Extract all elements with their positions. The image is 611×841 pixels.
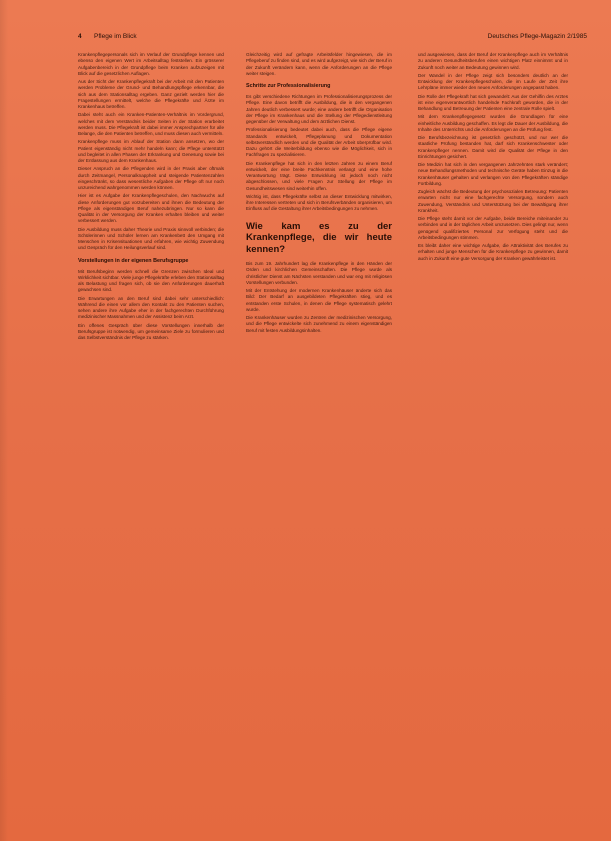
paragraph: Die Krankenhäuser wurden zu Zentren der medizinischen Versorgung, und die Pflege entwickelte sich zunehmend zu einem eigenständigen Beruf mit festen Ausbildungsinhalten. [246, 315, 392, 333]
publication-source: Deutsches Pflege-Magazin 2/1985 [487, 33, 587, 40]
paragraph: Dieser Anspruch an die Pflegenden wird in der Praxis aber oftmals durch Zeitmangel, Personalknappheit und steigende Patientenzahlen eingeschränkt, so dass wesentliche Aufgaben der Pflege oft nur noch unzureichend wahrgenommen werden können. [78, 166, 224, 190]
page-fold-shadow [0, 0, 8, 841]
paragraph: und ausgewiesen, dass der Beruf der Krankenpflege auch im Verhältnis zu anderen Gesundheitsberufen einen wichtigen Platz einnimmt und in Zukunft noch weiter an Bedeutung gewinnen wird. [418, 52, 568, 70]
text-column-1 [78, 52, 224, 836]
paragraph: Die Rolle der Pflegekraft hat sich gewandelt: Aus der Gehilfin des Arztes ist eine eigenverantwortlich handelnde Fachkraft geworden, die in der Behandlung und Betreuung der Patienten eine zentrale Rolle spielt. [418, 93, 568, 111]
paragraph: Aus der Sicht der Krankenpflegekraft bei der Arbeit mit den Patienten werden Probleme der Grund- und Behandlungspflege erkennbar, die sich aus dem Stationsalltag ergeben. Ganz gezielt werden hier die Fragestellungen ermittelt, welche die Pflegekräfte und Ärzte im Krankenhaus betreffen. [78, 79, 224, 109]
page-number: 4 [78, 33, 82, 40]
text-column-2 [246, 52, 392, 836]
section-title: Pflege im Blick [94, 33, 137, 40]
paragraph: Es bleibt daher eine wichtige Aufgabe, die Attraktivität des Berufes zu erhalten und junge Menschen für die Krankenpflege zu gewinnen, damit auch in Zukunft eine gute Versorgung der Kranken gewährleistet ist. [418, 243, 568, 261]
paragraph: Dabei steht auch ein Kranken-Patienten-Verhältnis im Vordergrund, welches mit dem Verständnis beider Seiten in der Station erarbeitet werden muss. Die Pflegekraft ist dabei immer Ansprechpartner für alle Belange, die den Patienten betreffen, und muss diesen auch vermitteln. [78, 112, 224, 136]
paragraph: Hier ist es Aufgabe der Krankenpflegeschulen, den Nachwuchs auf diese Anforderungen gut vorzubereiten und ihnen die Bedeutung der Pflege als eigenständigen Beruf nahezubringen. Nur so kann die Qualität in der Versorgung der Kranken erhalten bleiben und weiter verbessert werden. [78, 193, 224, 224]
paragraph: Professionalisierung bedeutet dabei auch, dass die Pflege eigene Standards entwickelt, Pflegeplanung und Dokumentation selbstverständlich werden und die Qualität der Arbeit überprüfbar wird. Dazu gehört die Weiterbildung ebenso wie die Möglichkeit, sich in Fachfragen zu spezialisieren. [246, 127, 392, 158]
paragraph: Die Ausbildung muss daher Theorie und Praxis sinnvoll verbinden; die Schülerinnen und Schüler lernen am Krankenbett den Umgang mit Menschen in Krisensituationen und erfahren, wie wichtig Zuwendung und Gespräch für den Heilungsverlauf sind. [78, 226, 224, 251]
paragraph: Die Krankenpflege hat sich in den letzten Jahren zu einem Beruf entwickelt, der eine breite Fachkenntnis verlangt und eine hohe Verantwortung trägt. Diese Entwicklung ist jedoch noch nicht abgeschlossen, und viele Fragen zur Stellung der Pflege im Gesundheitswesen sind weiterhin offen. [246, 160, 392, 191]
article-subheadline: Wie kam es zu der Krankenpflege, die wir heute kennen? [246, 220, 392, 255]
paragraph: Krankenpflege muss im Ablauf der Station dann ansetzen, wo der Patient eigenständig nicht mehr handeln kann; die Pflege unterstützt und begleitet in allen Phasen der Erkrankung und Genesung sowie bei der Entlassung aus dem Krankenhaus. [78, 139, 224, 163]
paragraph: Die Berufsbezeichnung ist gesetzlich geschützt, und nur wer die staatliche Prüfung bestanden hat, darf sich Krankenschwester oder Krankenpfleger nennen. Damit wird die Qualität der Pflege in den Einrichtungen gesichert. [418, 135, 568, 159]
section-heading: Schritte zur Professionalisierung [246, 83, 331, 89]
paragraph: Mit dem Krankenpflegegesetz wurden die Grundlagen für eine einheitliche Ausbildung geschaffen. Es legt die Dauer der Ausbildung, die Inhalte des Unterrichts und die Anforderungen an die Prüfung fest. [418, 114, 568, 132]
paragraph: Bis zum 19. Jahrhundert lag die Krankenpflege in den Händen der Orden und kirchlichen Gemeinschaften. Die Pflege wurde als christlicher Dienst am Nächsten verstanden und war eng mit religiösen Vorstellungen verbunden. [246, 261, 392, 285]
paragraph: Die Pflege steht damit vor der Aufgabe, beide Bereiche miteinander zu verbinden und in der täglichen Arbeit umzusetzen. Dies gelingt nur, wenn genügend qualifiziertes Personal zur Verfügung steht und die Arbeitsbedingungen stimmen. [418, 216, 568, 240]
section-heading: Vorstellungen in der eigenen Berufsgruppe [78, 257, 189, 264]
paragraph: Krankenpflegepersonals sich im Verlauf der Grundpflege kennen und ebenso den eigenen Wert im Arbeitsalltag feststellen. Ein grösserer Aufgabenbereich in der Grundpflege beim Kranken aufzuzeigen mit Blick auf die gesetzlichen Auflagen. [78, 52, 224, 76]
paragraph: Der Wandel in der Pflege zeigt sich besonders deutlich an der Entwicklung der Krankenpflegeschulen, die im Laufe der Zeit ihre Lehrpläne immer wieder den neuen Anforderungen angepasst haben. [418, 72, 568, 91]
text-column-3 [418, 52, 568, 836]
page-header [78, 33, 587, 43]
paragraph: Mit der Entstehung der modernen Krankenhäuser änderte sich das Bild: Der Bedarf an ausgebildeten Pflegekräften stieg, und es entstanden erste Schulen, in denen die Pflege systematisch gelehrt wurde. [246, 288, 392, 312]
paragraph: Die Medizin hat sich in den vergangenen Jahrzehnten stark verändert; neue Behandlungsmethoden und technische Geräte haben Einzug in die Krankenhäuser gehalten und verlangen von den Pflegekräften ständige Fortbildung. [418, 162, 568, 186]
paragraph: Ein offenes Gespräch über diese Vorstellungen innerhalb der Berufsgruppe ist notwendig, um gemeinsame Ziele zu formulieren und das Selbstverständnis der Pflege zu stärken. [78, 322, 224, 340]
paragraph: Es gibt verschiedene Richtungen im Professionalisierungsprozess der Pflege. Eine davon betrifft die Ausbildung, die in den vergangenen Jahren deutlich verbessert wurde; eine andere betrifft die Organisation der Pflege im Krankenhaus und die Stellung der Pflegedienstleitung gegenüber der Verwaltung und dem ärztlichen Dienst. [246, 94, 392, 124]
paragraph: Mit Berufsbeginn werden schnell die Grenzen zwischen Ideal und Wirklichkeit sichtbar. Viele junge Pflegekräfte erleben den Stationsalltag als Belastung und fragen sich, ob sie den Anforderungen dauerhaft gewachsen sind. [78, 268, 224, 293]
paragraph: Zugleich wächst die Bedeutung der psychosozialen Betreuung: Patienten erwarten nicht nur eine fachgerechte Versorgung, sondern auch Zuwendung, Verständnis und Unterstützung bei der Bewältigung ihrer Krankheit. [418, 189, 568, 213]
paragraph: Die Erwartungen an den Beruf sind dabei sehr unterschiedlich: Während die einen vor allem den Kontakt zu den Patienten suchen, sehen andere ihre Aufgabe eher in der fachgerechten Durchführung medizinischer Massnahmen und der Assistenz beim Arzt. [78, 295, 224, 320]
paragraph: Wichtig ist, dass Pflegekräfte selbst an dieser Entwicklung mitwirken, ihre Interessen vertreten und sich in Berufsverbänden organisieren, um Einfluss auf die Gestaltung ihrer Arbeitsbedingungen zu nehmen. [246, 193, 392, 212]
paragraph: Gleichzeitig wird auf gefragte Arbeitsfelder hingewiesen, die im Pflegeberuf zu finden sind, und es wird aufgezeigt, wie sich der Beruf in der Zukunft verändern kann, wenn die Anforderungen an die Pflege weiter steigen. [246, 52, 392, 76]
